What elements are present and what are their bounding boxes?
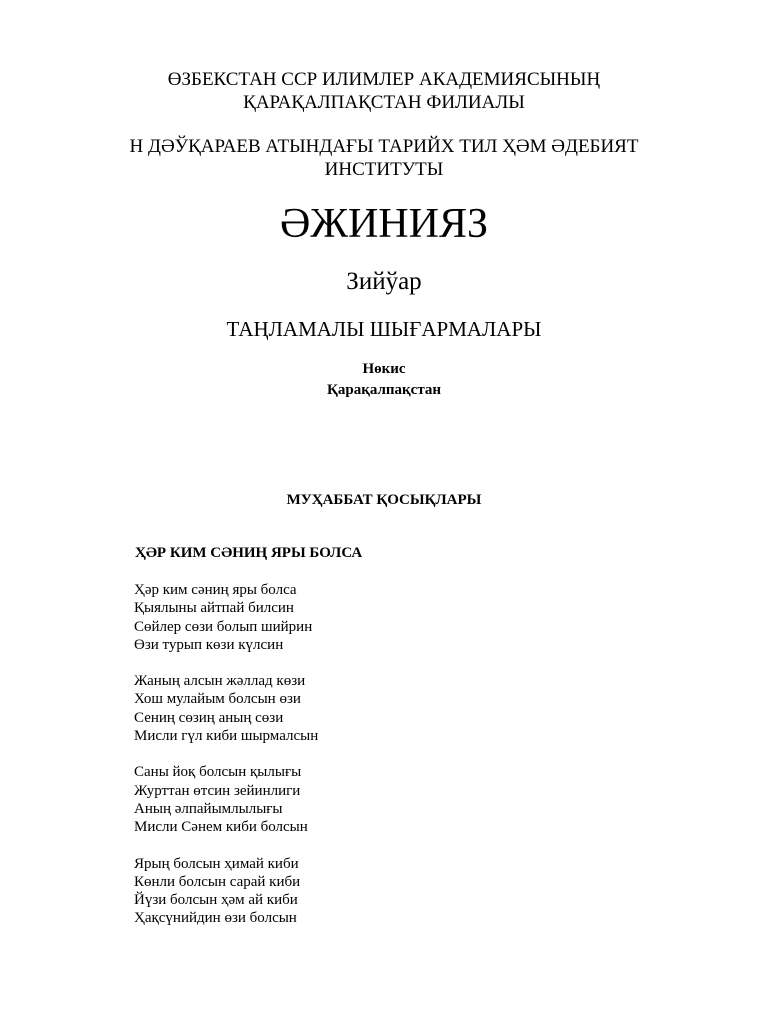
poem-line: Ҳәр ким сәниң яры болса <box>134 582 297 598</box>
poem-line: Журттан өтсин зейинлиги <box>134 782 301 799</box>
poem-line: Көнли болсын сарай киби <box>134 873 301 890</box>
poem-line: Мисли гүл киби шырмалсын <box>134 728 319 745</box>
academy-name-line-2: ҚАРАҚАЛПАҚСТАН ФИЛИАЛЫ <box>243 92 525 113</box>
poem-body <box>134 581 734 946</box>
book-title: ӘЖИНИЯЗ <box>279 201 488 247</box>
poem-line: Мисли Сәнем киби болсын <box>134 819 308 836</box>
publication-city: Нөкис <box>362 361 406 377</box>
institute-name-line-2: ИНСТИТУТЫ <box>324 159 444 180</box>
poem-line: Жаның алсын жәллад көзи <box>134 673 306 690</box>
poem-line: Ҳақсүнийдин өзи болсын <box>134 910 297 927</box>
poem-line: Қыялыны айтпай билсин <box>134 600 294 617</box>
poem-line: Саны йоқ болсын қылығы <box>134 764 302 781</box>
poem-title: ҲӘР КИМ СӘНИҢ ЯРЫ БОЛСА <box>135 545 363 561</box>
poem-stanza <box>134 672 734 745</box>
section-title: МУҲАББАТ ҚОСЫҚЛАРЫ <box>286 492 482 508</box>
poem-stanza <box>134 855 734 928</box>
book-subtitle: ТАҢЛАМАЛЫ ШЫҒАРМАЛАРЫ <box>226 317 542 341</box>
institute-name-line-1: Н ДӘЎҚАРАЕВ АТЫНДАҒЫ ТАРИЙХ ТИЛ ҲӘМ ӘДЕБИЯТ <box>129 136 639 157</box>
poem-stanza <box>134 581 734 654</box>
poem-line: Өзи турып көзи күлсин <box>134 636 284 653</box>
poem-line: Аның әлпайымлылығы <box>134 800 283 817</box>
author-name: Зийўар <box>346 268 422 295</box>
publication-region: Қарақалпақстан <box>326 382 442 398</box>
poem-line: Ярың болсын ҳимай киби <box>134 855 299 872</box>
poem-stanza <box>134 763 734 836</box>
poem-line: Сениң сөзиң аның сөзи <box>134 709 284 726</box>
poem-line: Хош мулайым болсын өзи <box>134 691 301 708</box>
academy-name-line-1: ӨЗБЕКСТАН ССР ИЛИМЛЕР АКАДЕМИЯСЫНЫҢ <box>167 69 601 90</box>
poem-line: Йүзи болсын ҳәм ай киби <box>134 892 298 909</box>
poem-line: Сөйлер сөзи болып шийрин <box>134 618 313 635</box>
